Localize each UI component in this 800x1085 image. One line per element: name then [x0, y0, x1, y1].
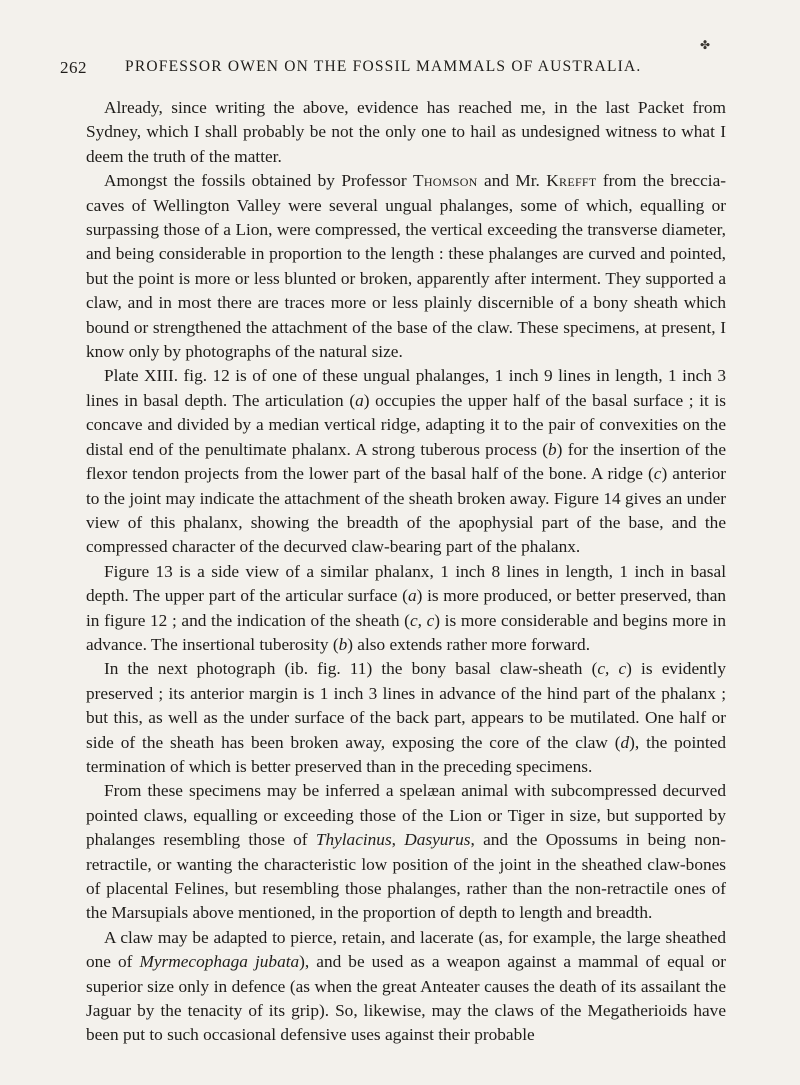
text-run: Amongst the fossils obtained by Professor — [104, 171, 413, 191]
page-header — [60, 38, 750, 84]
text-run: ) anterior to the joint may indicate the attachment of the sheath broken away. Figure 14 gives an under view of this phalanx, showing the breadth of the apophysial part of the base, and the compressed character of the decurved claw-bearing part of the phalanx. — [86, 464, 727, 557]
italic-text: c, c — [597, 659, 627, 679]
text-run: ) is more considerable and begins more in advance. The insertional tuberosity ( — [86, 610, 726, 654]
text-run: , and the Opossums in being non-retractile, or wanting the characteristic low position of the joint in the sheathed claw-bones of placental Felines, but resembling those phalanges, rather than the non-retractile ones of the Marsupials above mentioned, in the proportion of depth to length and breadth. — [86, 830, 727, 923]
paragraph — [86, 96, 726, 169]
paragraph — [86, 926, 726, 1048]
italic-text: b — [548, 439, 557, 459]
small-caps-name: Thomson — [412, 171, 478, 191]
small-caps-name: Krefft — [546, 171, 597, 191]
italic-text: Thylacinus — [315, 830, 392, 850]
paragraph — [86, 364, 726, 559]
text-run: ) occupies the upper half of the basal surface ; it is concave and divided by a median vertical ridge, adapting it to the pair of convexities on the distal end of the penultimate phalanx. A strong tuberous process ( — [86, 390, 726, 459]
italic-text: b — [338, 634, 348, 654]
italic-text: c — [653, 464, 662, 484]
text-run: ), and be used as a weapon against a mammal of equal or superior size only in defence (as when the great Anteater causes the death of its assailant the Jaguar by the tenacity of its grip). So, likewise, may the claws of the Megatherioids have been put to such occasional defensive uses against their probable — [86, 952, 726, 1045]
paragraph — [86, 779, 726, 925]
text-run: ) is evidently preserved ; its anterior margin is 1 inch 3 lines in advance of the hind part of the phalanx ; but this, as well as the under surface of the back part, appears to be mutilated. One half or side of the sheath has been broken away, exposing the core of the claw ( — [86, 659, 726, 752]
text-run: from the breccia-caves of Wellington Valley were several ungual phalanges, some of which, equalling or surpassing those of a Lion, were compressed, the vertical exceeding the transverse diameter, and being considerable in proportion to the length : these phalanges are curved and pointed, but the point is more or less blunted or broken, apparently after interment. They supported a claw, and in most there are traces more or less plainly discernible of a bony sheath which bound or strengthened the attachment of the base of the claw. These specimens, at present, I know only by photographs of the natural size. — [86, 171, 726, 362]
page-number: 262 — [60, 58, 87, 77]
text-run: ), the pointed termination of which is better preserved than in the preceding specimens. — [86, 732, 726, 776]
italic-text: d — [620, 732, 630, 752]
paragraph — [86, 657, 726, 779]
italic-text: Dasyurus — [404, 830, 471, 850]
text-run: Plate XIII. fig. 12 is of one of these ungual phalanges, 1 inch 9 lines in length, 1 inch 3 lines in basal depth. The articulation ( — [86, 366, 726, 410]
running-head: PROFESSOR OWEN ON THE FOSSIL MAMMALS OF AUSTRALIA. — [125, 58, 642, 75]
text-run: ) also extends rather more forward. — [347, 634, 591, 654]
ink-mark: ✤ — [700, 38, 711, 52]
text-run: From these specimens may be inferred a spelæan animal with subcompressed decurved pointed claws, equalling or exceeding those of the Lion or Tiger in size, but supported by phalanges resembling those of — [86, 781, 726, 850]
text-run: ) is more produced, or better preserved, than in figure 12 ; and the indication of the sheath ( — [86, 586, 727, 630]
paragraph — [86, 560, 726, 658]
italic-text: Myrmecophaga jubata — [139, 952, 300, 972]
italic-text: a — [407, 586, 417, 606]
text-run: Figure 13 is a side view of a similar phalanx, 1 inch 8 lines in length, 1 inch in basal depth. The upper part of the articular surface ( — [86, 561, 726, 606]
text-run: ) for the insertion of the flexor tendon projects from the lower part of the basal half of the bone. A ridge ( — [86, 439, 726, 484]
italic-text: a — [355, 390, 364, 410]
text-run: and Mr. — [477, 171, 547, 191]
text-run: In the next photograph (ib. fig. 11) the bony basal claw-sheath ( — [104, 659, 598, 679]
paragraph — [86, 169, 726, 364]
text-run: Already, since writing the above, evidence has reached me, in the last Packet from Sydney, which I shall probably be not the only one to hail as undesigned witness to what I deem the truth of the matter. — [86, 98, 726, 166]
italic-text: c, c — [409, 610, 435, 630]
body-text — [86, 96, 726, 1048]
text-run: A claw may be adapted to pierce, retain, and lacerate (as, for example, the large sheathed one of — [86, 927, 726, 972]
text-run: , — [391, 830, 405, 850]
